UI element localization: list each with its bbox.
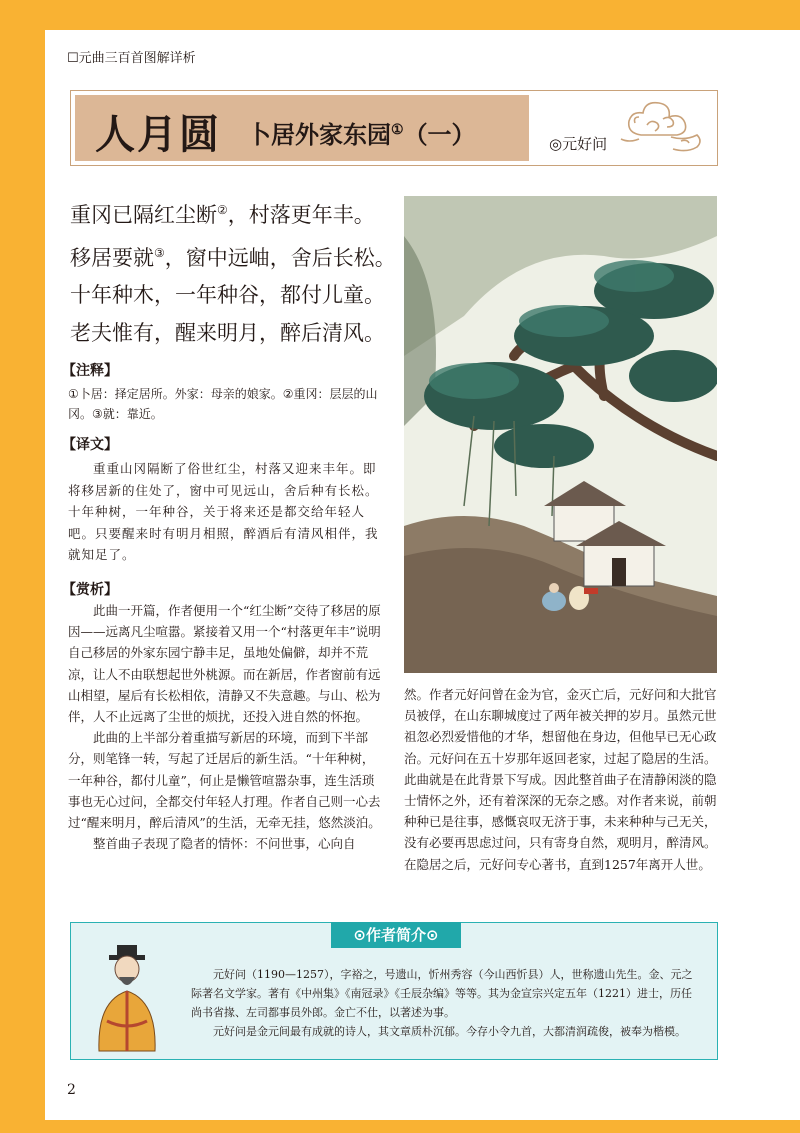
- poem-line-text: ，村落更年丰。: [227, 203, 375, 227]
- bio-paragraph: 元好问（1190—1257），字裕之，号遗山，忻州秀容（今山西忻县）人，世称遗山先生。金、元之际著名文学家。著有《中州集》《南冠录》《壬辰杂编》等等。其为金宣宗兴定五年（1221）进士，历任尚书省掾、左司都事员外郎。金亡不仕，以著述为事。: [191, 968, 693, 1019]
- auspicious-cloud-icon: [611, 95, 711, 163]
- appreciation-body: [68, 600, 386, 854]
- notes-heading: 【注释】: [62, 363, 118, 379]
- appreciation-continuation: 然。作者元好问曾在金为官，金灭亡后，元好问和大批官员被俘，在山东聊城度过了两年被关押的岁月。虽然元世祖忽必烈爱惜他的才华，想留他在身边，但他早已无心政治。元好问在五十岁那年返回老家，过起了隐居的生活。此曲就是在此背景下写成。因此整首曲子在清静闲淡的隐士情怀之外，还有着深深的无奈之感。对作者来说，前朝种种已是往事，感慨哀叹无济于事，未来种种与己无关，没有必要再思虑过问，只有寄身自然，观明月，醉清风。在隐居之后，元好问专心著书，直到1257年离开人世。: [404, 687, 717, 872]
- poem-line: [70, 277, 396, 315]
- poem-line-text: ，窗中远岫，舍后长松。: [164, 245, 396, 270]
- translation-body: 重重山冈隔断了俗世红尘，村落又迎来丰年。即将移居新的住处了，窗中可见远山，舍后种有长松。十年种树，一年种谷，关于将来还是都交给年轻人吧。只要醒来时有明月相照，醉酒后有清风相伴，我就知足了。: [68, 461, 379, 562]
- author-name: ◎元好问: [549, 135, 608, 153]
- poem-footnote-mark: ③: [154, 245, 165, 260]
- appreciation-paragraph: 整首曲子表现了隐者的情怀：不问世事，心向自: [93, 836, 356, 852]
- appreciation-heading: 【赏析】: [62, 582, 118, 598]
- author-bio-box: [70, 922, 718, 1060]
- poem-line-text: 老夫惟有，醒来明月，醉后清风。: [70, 320, 385, 345]
- running-header: ☐元曲三百首图解详析: [67, 51, 196, 66]
- bio-paragraph: 元好问是金元间最有成就的诗人，其文章质朴沉郁。今存小令九首，大都清润疏俊，被奉为楷模。: [213, 1025, 686, 1038]
- poem-line: [70, 315, 396, 353]
- bio-text: [191, 965, 701, 1041]
- tune-title: 人月圆: [95, 111, 221, 158]
- subtitle-part: （一）: [403, 120, 476, 149]
- appreciation-paragraph: 此曲一开篇，作者便用一个“红尘断”交待了移居的原因——远离凡尘喧嚣。紧接着又用一个“村落更年丰”说明自己移居的外家东园宁静丰足，虽地处偏僻，却并不荒凉，让人不由联想起世外桃源。而在新居，作者窗前有远山相望，屋后有长松相依，清静又不失意趣。与山、松为伴，人不止远离了尘世的烦扰，还投入进自然的怀抱。: [68, 603, 381, 725]
- bio-heading: ⊙作者简介⊙: [331, 922, 461, 948]
- subtitle-footnote-mark: ①: [391, 122, 404, 138]
- poem-footnote-mark: ②: [217, 203, 228, 217]
- poem-text: [70, 192, 396, 352]
- title-box: [70, 90, 718, 166]
- poem-subtitle: [247, 115, 476, 150]
- poem-line-text: 移居要就: [70, 245, 154, 270]
- poem-line-text: 重冈已隔红尘断: [70, 203, 217, 227]
- title-band: [75, 95, 529, 161]
- subtitle-text: 卜居外家东园: [247, 120, 391, 149]
- translation-heading: 【译文】: [62, 437, 118, 453]
- page-number: 2: [67, 1082, 76, 1098]
- poem-line: [70, 235, 396, 278]
- appreciation-paragraph: 此曲的上半部分着重描写新居的环境，而到下半部分，则笔锋一转，写起了迁居后的新生活。“十年种树，一年种谷，都付儿童”，何止是懒管喧嚣杂事，连生活琐事也无心过问，全都交付年轻人打理。作者自己则一心去过“醒来明月，醉后清风”的生活，无牵无挂，悠然淡泊。: [68, 730, 381, 831]
- poem-line: [70, 192, 396, 235]
- landscape-painting: [404, 196, 717, 673]
- notes-body: ①卜居：择定居所。外家：母亲的娘家。②重冈：层层的山冈。③就：靠近。: [68, 387, 378, 421]
- author-portrait: [87, 941, 167, 1053]
- poem-line-text: 十年种木，一年种谷，都付儿童。: [70, 283, 385, 307]
